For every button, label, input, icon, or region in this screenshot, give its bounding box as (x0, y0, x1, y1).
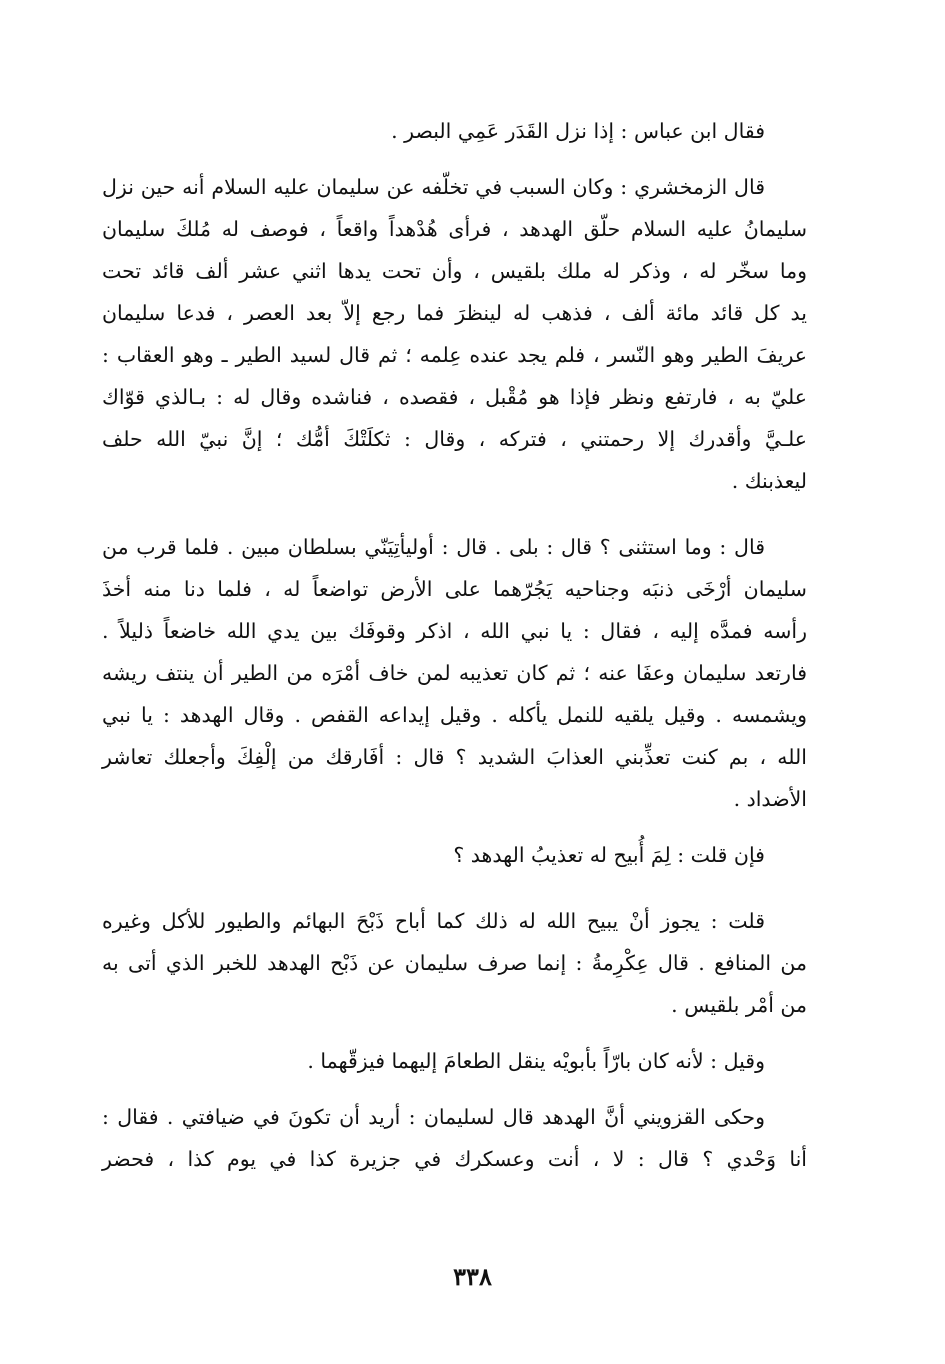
text-line: وحكى القزويني أنَّ الهدهد قال لسليمان : أريد أن تكونَ في ضيافتي . فقال : (102, 1105, 765, 1129)
text-line: قال : وما استثنى ؟ قال : بلى . قال : أوليأتِيَنّي بسلطان مبين . فلما قرب من (102, 535, 765, 559)
text-line: عريفَ الطير وهو النّسر ، فلم يجد عنده عِلمه ؛ ثم قال لسيد الطير ـ وهو العقاب : (102, 343, 807, 367)
text-line: يد كل قائد مائة ألف ، فذهب له لينظرَ فما رجع إلاّ بعد العصر ، فدعا سليمان (102, 301, 807, 325)
text-line: فارتعد سليمان وعفَا عنه ؛ ثم كان تعذيبه لمن خاف أمْرَه من الطير أن ينتف ريشه (102, 661, 807, 685)
paragraph-2 (102, 166, 807, 502)
text-line: سليمان أرْخَى ذنبَه وجناحيه يَجُرّهما على الأرض تواضعاً له ، فلما دنا منه أخذَ (102, 577, 807, 601)
paragraph-1 (102, 110, 807, 152)
text-line: رأسه فمدَّه إليه ، فقال : يا نبي الله ، اذكر وقوفَك بين يدي الله خاضعاً ذليلاً . (102, 619, 807, 643)
text-line: قال الزمخشري : وكان السبب في تخلّفه عن سليمان عليه السلام أنه حين نزل (102, 175, 765, 199)
text-line: من المنافع . قال عِكْرِمةُ : إنما صرف سليمان عن ذَبْح الهدهد للخبر الذي أتى به (102, 951, 807, 975)
text-line: علـيَّ وأقدرك إلا رحمتني ، فتركه ، وقال : ثكلَتْكَ أمُّك ؛ إنَّ نبيّ الله حلف (102, 427, 807, 451)
text-line: ويشمسه . وقيل يلقيه للنمل يأكله . وقيل إيداعه القفص . وقال الهدهد : يا نبي (102, 703, 807, 727)
text-line: سليمانُ عليه السلام حلّق الهدهد ، فرأى هُدْهداً واقعاً ، فوصف له مُلكَ سليمان (102, 217, 807, 241)
paragraph-6 (102, 1040, 807, 1082)
page-body (102, 110, 807, 1180)
text-line: فقال ابن عباس : إذا نزل القَدَر عَمِي البصر . (391, 119, 765, 143)
paragraph-7 (102, 1096, 807, 1180)
text-line: وما سخّر له ، وذكر له ملك بلقيس ، وأن تحت يدها اثني عشر ألف قائد تحت (102, 259, 807, 283)
text-line: فإن قلت : لِمَ أُبيح له تعذيبُ الهدهد ؟ (453, 843, 765, 867)
text-line: الأضداد . (733, 787, 807, 811)
page-number: ٣٣٨ (453, 1262, 492, 1291)
text-line: وقيل : لأنه كان بارّاً بأبويْه ينقل الطعامَ إليهما فيزقّهما . (307, 1049, 765, 1073)
text-line: الله ، بم كنت تعذِّبني العذابَ الشديد ؟ قال : أفَارقك من إلْفِكَ وأجعلك تعاشر (102, 745, 807, 769)
paragraph-4 (102, 834, 807, 876)
text-line: عليّ به ، فارتفع ونظر فإذا هو مُقْبل ، فقصده ، فناشده وقال له : بـالذي قوّاك (102, 385, 807, 409)
paragraph-5 (102, 900, 807, 1026)
text-line: أنا وَحْدي ؟ قال : لا ، أنت وعسكرك في جزيرة كذا في يوم كذا ، فحضر (102, 1147, 807, 1171)
paragraph-3 (102, 526, 807, 820)
text-line: من أمْر بلقيس . (671, 993, 807, 1017)
text-line: قلت : يجوز أنْ يبيح الله له ذلك كما أباح ذَبْحَ البهائم والطيور للأكل وغيره (102, 909, 765, 933)
text-line: ليعذبنك . (731, 469, 807, 493)
